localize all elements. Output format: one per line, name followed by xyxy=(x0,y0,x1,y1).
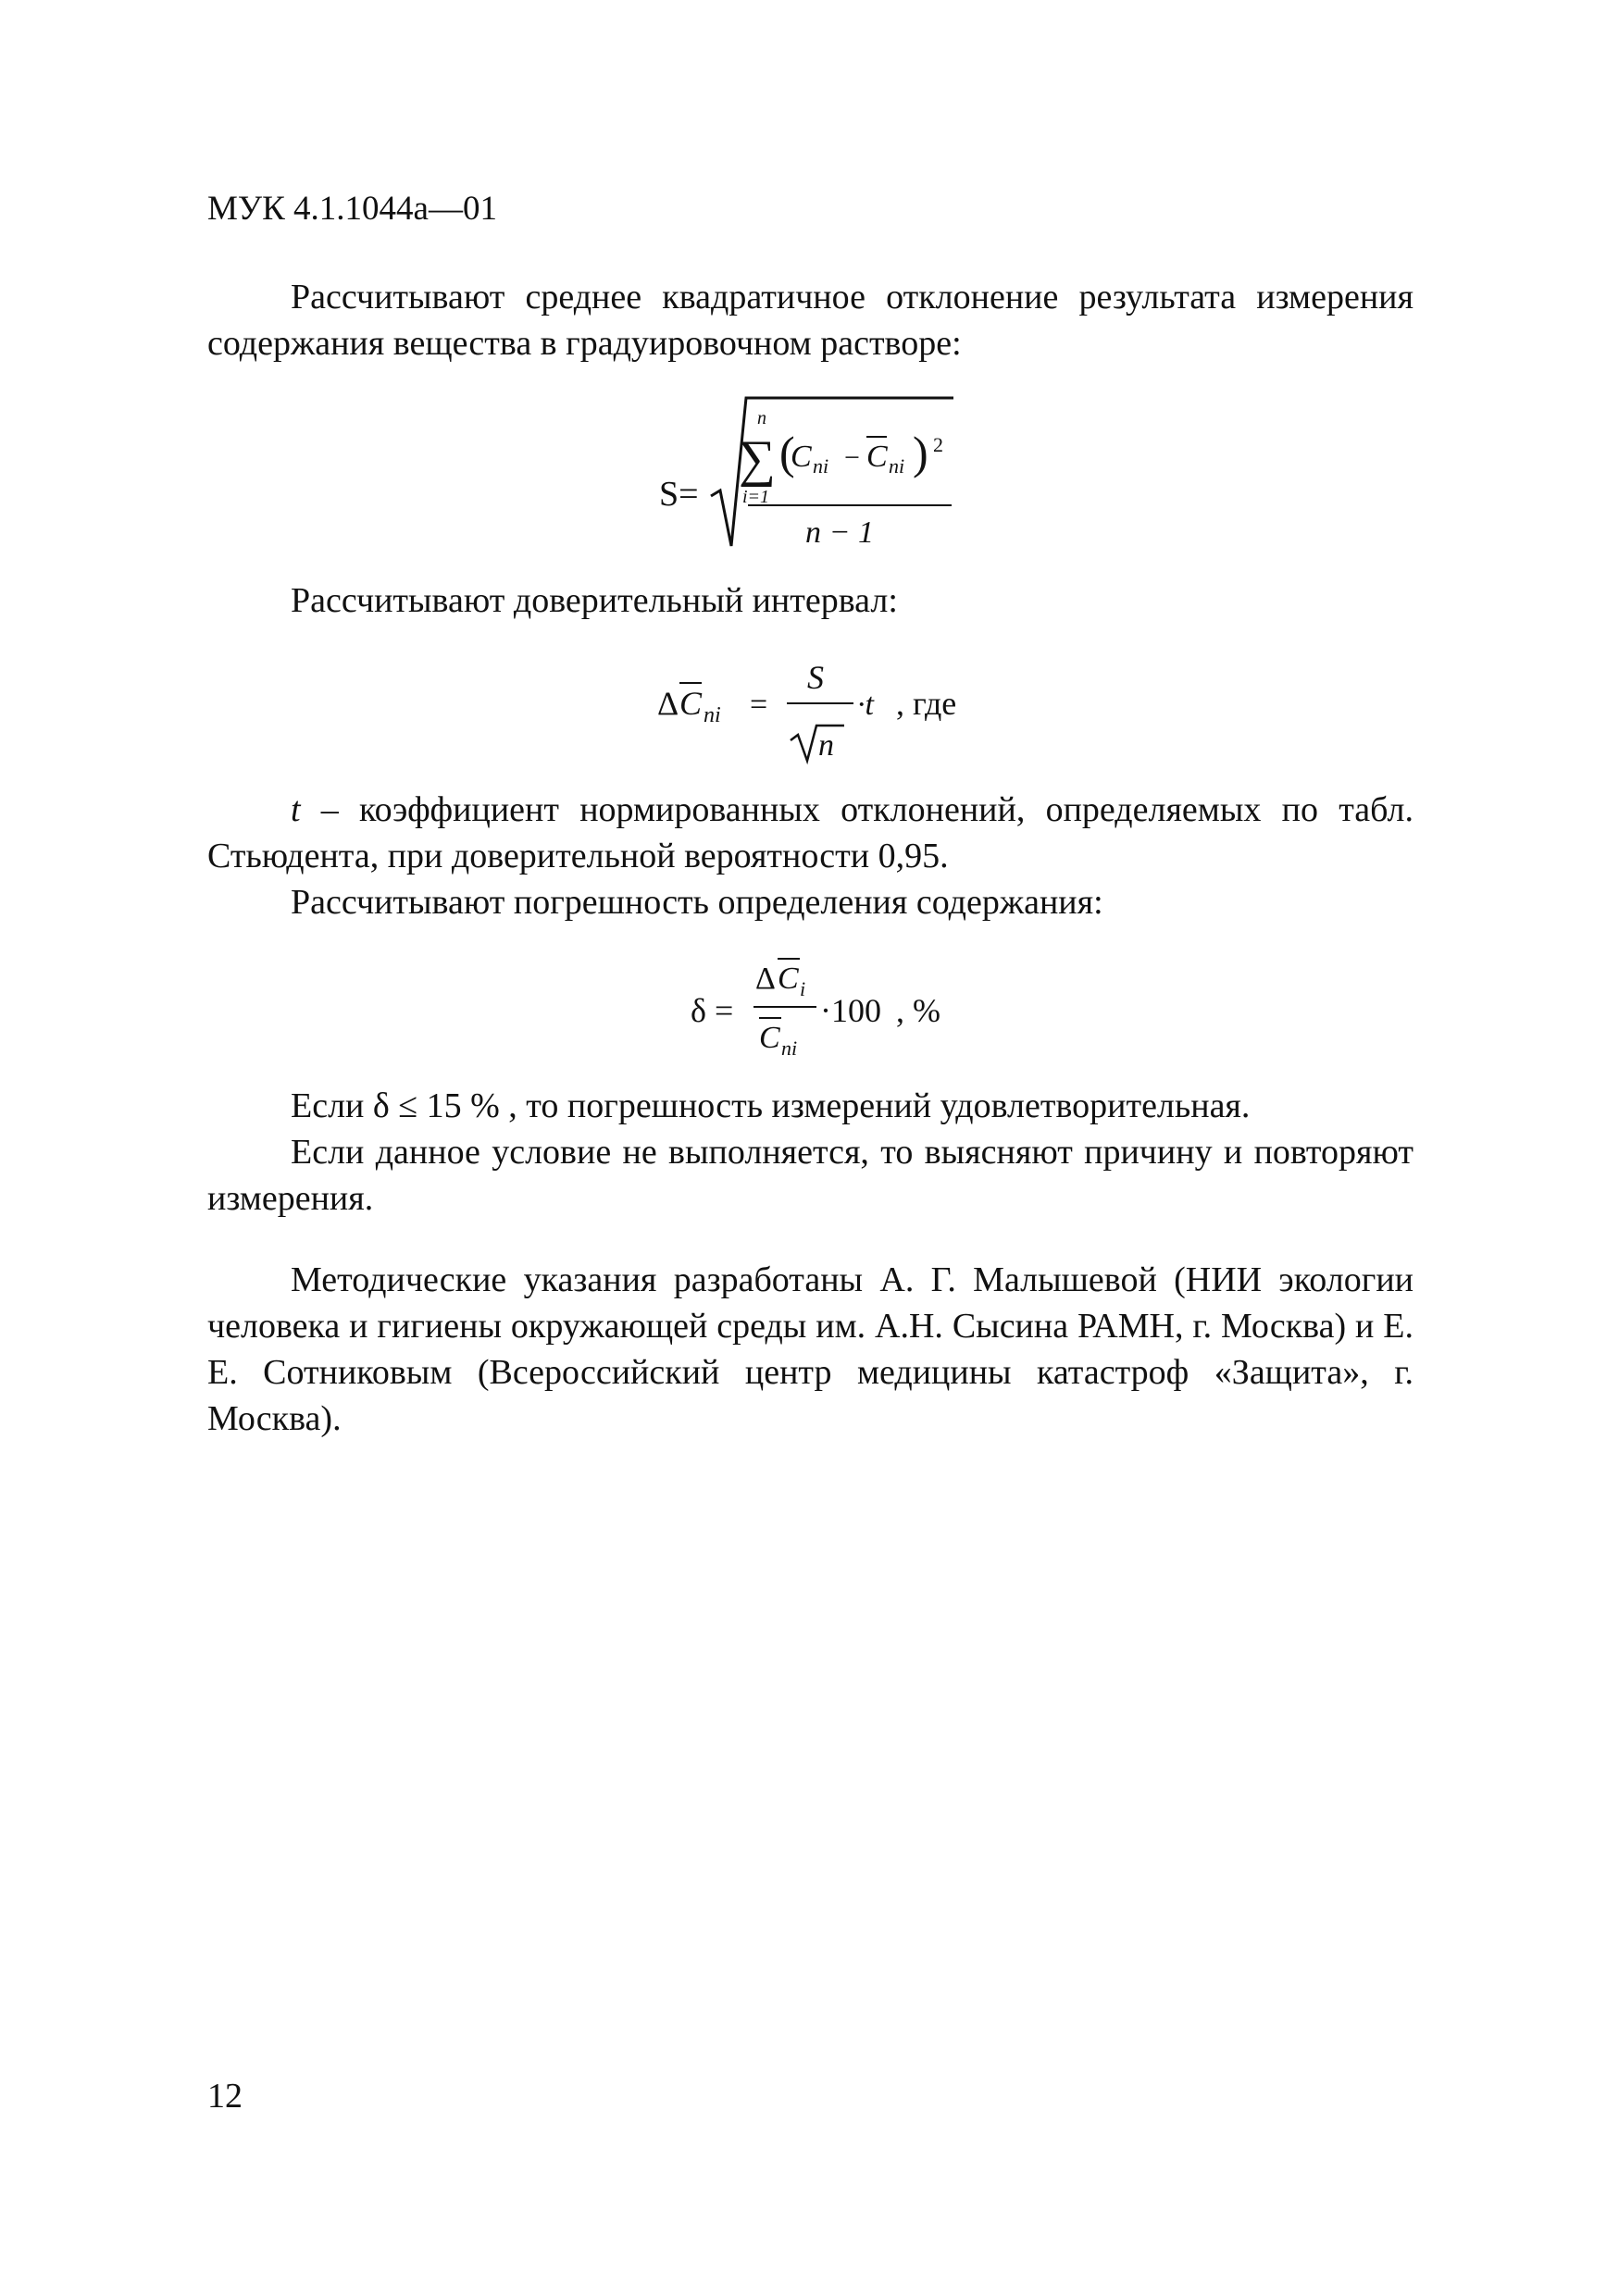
f2-denominator-var: n xyxy=(818,728,834,763)
f2-delta: Δ xyxy=(657,685,679,722)
paragraph-coefficient-t xyxy=(207,787,1414,879)
f2-suffix: , где xyxy=(896,685,957,722)
f3-num-delta: Δ xyxy=(755,962,776,996)
f1-var-a: C xyxy=(791,440,812,474)
paragraph-std-deviation: Рассчитывают среднее квадратичное отклонение результата измерения содержания вещества в градуировочном растворе: xyxy=(207,278,1414,363)
formula-confidence-interval-svg xyxy=(648,648,981,768)
f2-sub: ni xyxy=(704,703,721,727)
f2-equals: = xyxy=(750,688,768,722)
f1-sum-upper: n xyxy=(757,408,766,428)
coefficient-t-text: – коэффициент нормированных отклонений, определяемых по табл. Стьюдента, при доверительной вероятности 0,95. xyxy=(207,790,1414,875)
formula-relative-error-svg xyxy=(685,948,981,1068)
f1-power: 2 xyxy=(933,433,943,456)
paragraph-error-condition: Если δ ≤ 15 % , то погрешность измерений удовлетворительная. xyxy=(291,1086,1251,1125)
formula-confidence-interval xyxy=(648,648,981,773)
f1-sub-b: ni xyxy=(889,454,905,478)
paragraph-authors: Методические указания разработаны А. Г. Малышевой (НИИ экологии человека и гигиены окружающей среды им. А.Н. Сысина РАМН, г. Москва) и Е. Е. Сотниковым (Всероссийский центр медицины катастроф «Защита», г. Москва). xyxy=(207,1260,1414,1438)
formula-standard-deviation-svg xyxy=(639,387,972,553)
f1-open-paren: ( xyxy=(779,427,795,478)
paragraph-error-determination: Рассчитывают погрешность определения содержания: xyxy=(291,883,1103,922)
f1-sum-lower: i=1 xyxy=(742,487,770,507)
f3-den-sub: ni xyxy=(781,1036,798,1060)
f1-sub-a: ni xyxy=(813,454,829,478)
formula-standard-deviation xyxy=(639,387,972,558)
f2-times-t: ·t xyxy=(857,688,874,722)
document-code-header: МУК 4.1.1044а—01 xyxy=(207,190,497,228)
f2-numerator: S xyxy=(807,659,824,696)
f1-minus: − xyxy=(844,442,860,473)
f3-suffix: , % xyxy=(896,992,940,1029)
f3-num-sub: i xyxy=(800,977,806,1000)
f1-var-b: C xyxy=(866,440,888,474)
variable-t: t xyxy=(291,790,301,829)
f2-var: C xyxy=(679,685,703,722)
f3-lhs: δ = xyxy=(691,992,734,1029)
f3-den-var: C xyxy=(759,1021,780,1055)
f1-lhs: S= xyxy=(659,475,699,514)
paragraph-repeat-measurement: Если данное условие не выполняется, то выясняют причину и повторяют измерения. xyxy=(207,1133,1414,1218)
page-number: 12 xyxy=(207,2077,243,2116)
f3-factor: ·100 xyxy=(820,992,881,1029)
f3-num-var: C xyxy=(778,962,799,996)
formula-relative-error xyxy=(685,948,981,1073)
f2-sqrt-radical xyxy=(791,726,844,761)
f1-sum-symbol: ∑ xyxy=(739,430,776,488)
f1-close-paren: ) xyxy=(913,427,928,478)
paragraph-confidence-interval: Рассчитывают доверительный интервал: xyxy=(291,581,898,620)
f1-denominator: n − 1 xyxy=(805,515,874,550)
